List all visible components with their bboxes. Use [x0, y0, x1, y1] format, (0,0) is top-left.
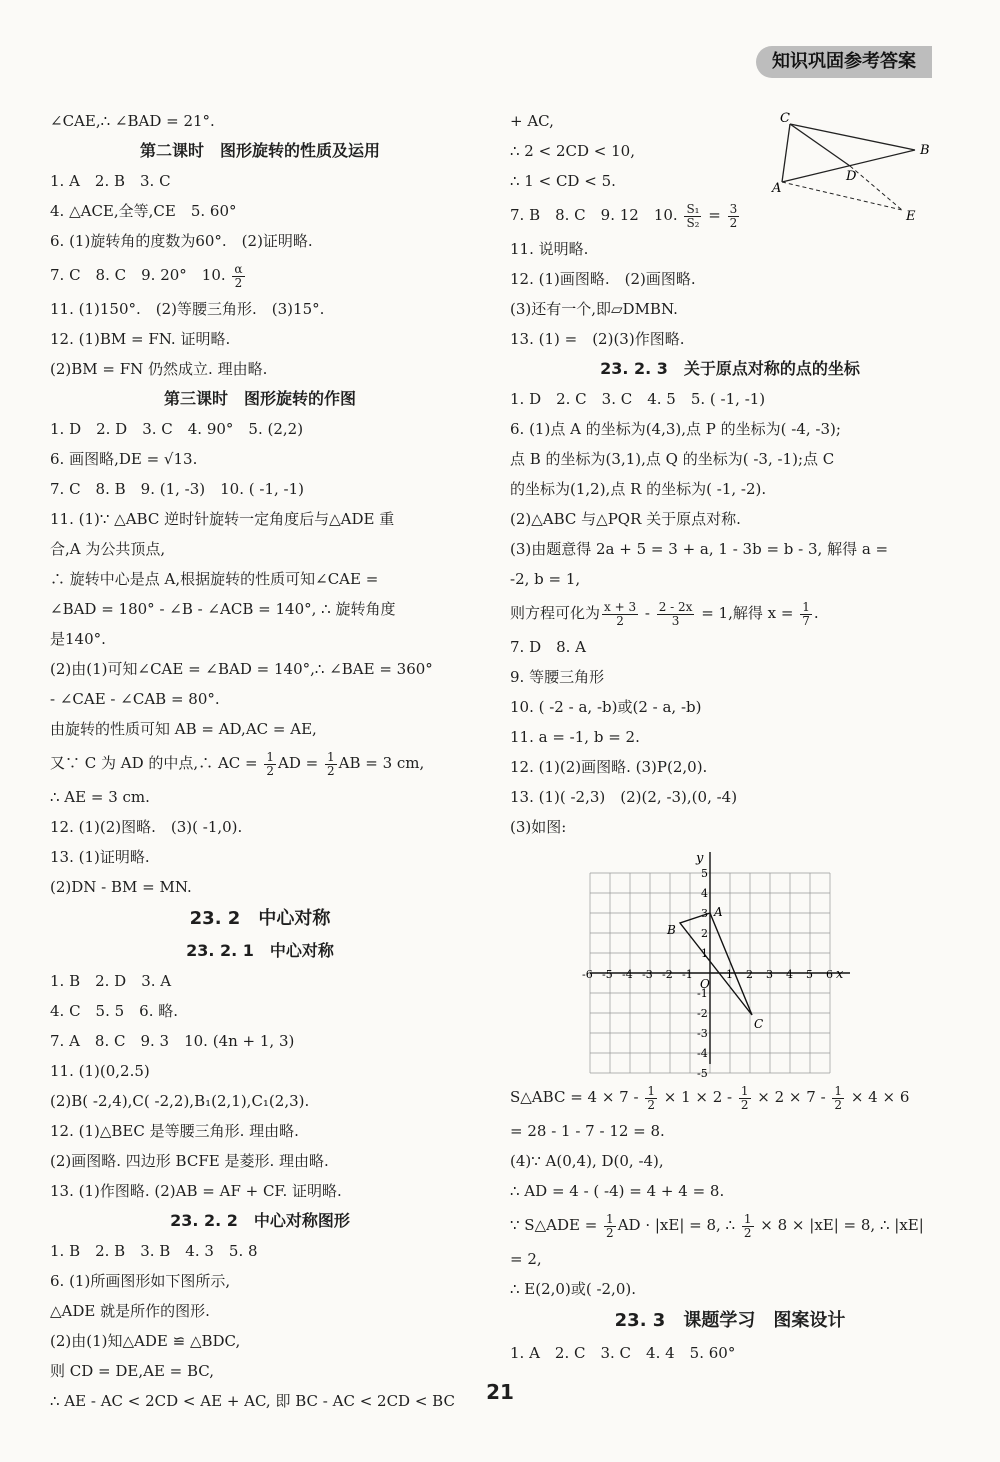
- answer-line: [510, 1206, 950, 1244]
- lesson-heading: 第二课时 图形旋转的性质及运用: [139, 141, 380, 160]
- y-tick-label: -1: [697, 987, 708, 1000]
- answer-line: 13. (1)证明略.: [50, 848, 150, 866]
- answer-text: = 1,解得 x =: [696, 604, 799, 622]
- fraction-denominator: S₂: [686, 215, 700, 230]
- answer-text: .: [813, 604, 819, 622]
- answer-line: (2)B( -2,4),C( -2,2),B₁(2,1),C₁(2,3).: [50, 1092, 310, 1110]
- answer-line: - ∠CAE - ∠CAB = 80°.: [50, 690, 220, 708]
- answer-line: 4. C 5. 5 6. 略.: [50, 1002, 179, 1020]
- fraction: [832, 1085, 844, 1112]
- answer-line: 12. (1)△BEC 是等腰三角形. 理由略.: [50, 1122, 299, 1140]
- answer-line: 1. B 2. B 3. B 4. 3 5. 8: [50, 1242, 258, 1260]
- answer-line: + AC,: [510, 112, 554, 130]
- fraction-denominator: 2: [729, 215, 738, 230]
- fraction-denominator: 2: [647, 1097, 655, 1112]
- x-tick-label: -4: [622, 968, 633, 981]
- answer-line: = 28 - 1 - 7 - 12 = 8.: [510, 1122, 665, 1140]
- answer-line: 12. (1)画图略. (2)画图略.: [510, 270, 696, 288]
- fraction-numerator: 1: [740, 1083, 749, 1098]
- answer-text: =: [703, 206, 726, 224]
- answer-line: 的坐标为(1,2),点 R 的坐标为( -1, -2).: [510, 480, 767, 498]
- y-tick-label: 1: [701, 947, 708, 960]
- answer-line: 1. D 2. D 3. C 4. 90° 5. (2,2): [50, 420, 304, 438]
- vertex-label: C: [780, 111, 790, 126]
- answer-line: 13. (1) = (2)(3)作图略.: [510, 330, 685, 348]
- answer-line: 6. (1)所画图形如下图所示,: [50, 1272, 231, 1290]
- section-heading: 23. 3 课题学习 图案设计: [614, 1310, 846, 1331]
- subsection-heading: 23. 2. 3 关于原点对称的点的坐标: [600, 359, 860, 378]
- answer-line: (2)DN - BM = MN.: [50, 878, 192, 896]
- page-number: 21: [486, 1380, 514, 1404]
- answer-line: 13. (1)( -2,3) (2)(2, -3),(0, -4): [510, 788, 738, 806]
- y-tick-label: -3: [697, 1027, 708, 1040]
- subsection-heading: 23. 2. 1 中心对称: [186, 941, 334, 960]
- answer-text: 7. B 8. C 9. 12 10.: [510, 206, 683, 224]
- fraction: [602, 601, 638, 628]
- answer-line: 10. ( -2 - a, -b)或(2 - a, -b): [510, 698, 702, 716]
- fraction-denominator: 2: [743, 1225, 752, 1240]
- point-label: C: [754, 1017, 764, 1031]
- y-axis-label: y: [696, 851, 704, 866]
- answer-line: ∴ AE = 3 cm.: [50, 788, 150, 806]
- fraction: [800, 601, 812, 628]
- answer-line: ∴ E(2,0)或( -2,0).: [510, 1280, 636, 1298]
- fraction: [325, 751, 337, 778]
- answer-line: ∴ 2 < 2CD < 10,: [510, 142, 635, 160]
- fraction-denominator: 2: [740, 1097, 749, 1112]
- y-tick-label: -4: [697, 1047, 708, 1060]
- answer-line: [50, 744, 470, 782]
- fraction: [232, 263, 244, 290]
- fraction-numerator: x + 3: [604, 599, 637, 614]
- answer-line: (2)由(1)知△ADE ≌ △BDC,: [50, 1332, 241, 1350]
- segment-de: [850, 166, 902, 210]
- fraction-numerator: 1: [266, 749, 274, 764]
- fraction-denominator: 7: [802, 613, 810, 628]
- y-tick-label: 4: [701, 887, 708, 900]
- answer-line: 11. a = -1, b = 2.: [510, 728, 640, 746]
- fraction-numerator: 3: [729, 201, 738, 216]
- fraction-numerator: 1: [606, 1211, 614, 1226]
- lesson-heading: 第三课时 图形旋转的作图: [163, 389, 356, 408]
- answer-line: -2, b = 1,: [510, 570, 581, 588]
- x-tick-label: -2: [662, 968, 673, 981]
- answer-line: (2)BM = FN 仍然成立. 理由略.: [50, 360, 268, 378]
- vertex-label: A: [772, 181, 782, 196]
- answer-line: (4)∵ A(0,4), D(0, -4),: [510, 1152, 664, 1170]
- answer-line: ∠BAD = 180° - ∠B - ∠ACB = 140°, ∴ 旋转角度: [50, 600, 396, 618]
- y-tick-label: 5: [701, 867, 708, 880]
- answer-line: = 2,: [510, 1250, 542, 1268]
- left-column: [50, 106, 470, 1416]
- fraction: [739, 1085, 751, 1112]
- fraction-numerator: 1: [647, 1083, 655, 1098]
- x-tick-label: -5: [602, 968, 613, 981]
- fraction-numerator: 2 - 2x: [658, 599, 693, 614]
- origin-label: O: [700, 977, 710, 991]
- answer-line: 4. △ACE,全等,CE 5. 60°: [50, 202, 237, 220]
- answer-line: (3)由题意得 2a + 5 = 3 + a, 1 - 3b = b - 3, 解得 a =: [510, 540, 889, 558]
- answer-line: 11. (1)(0,2.5): [50, 1062, 150, 1080]
- fraction: [264, 751, 276, 778]
- answer-text: S△ABC = 4 × 7 -: [510, 1088, 644, 1106]
- answer-line: 1. B 2. D 3. A: [50, 972, 172, 990]
- answer-line: ∴ AD = 4 - ( -4) = 4 + 4 = 8.: [510, 1182, 725, 1200]
- answer-line: ∴ 1 < CD < 5.: [510, 172, 616, 190]
- answer-line: 11. (1)150°. (2)等腰三角形. (3)15°.: [50, 300, 325, 318]
- fraction-numerator: 1: [802, 599, 810, 614]
- answer-line: (2)由(1)可知∠CAE = ∠BAD = 140°,∴ ∠BAE = 360°: [50, 660, 433, 678]
- answer-text: ∵ S△ADE =: [510, 1216, 603, 1234]
- x-axis-label: x: [836, 967, 844, 982]
- segment-ae: [782, 182, 902, 210]
- answer-line: 1. D 2. C 3. C 4. 5 5. ( -1, -1): [510, 390, 766, 408]
- x-tick-label: 1: [726, 968, 733, 981]
- triangle-abc: [680, 913, 752, 1015]
- x-tick-label: 2: [746, 968, 753, 981]
- answer-line: [510, 594, 950, 632]
- fraction-numerator: α: [234, 261, 243, 276]
- answer-text: × 1 × 2 -: [658, 1088, 737, 1106]
- vertex-label: D: [846, 169, 857, 184]
- answer-text: × 4 × 6: [846, 1088, 910, 1106]
- answer-text: AB = 3 cm,: [338, 754, 425, 772]
- x-tick-label: 3: [766, 968, 773, 981]
- answer-line: 6. 画图略,DE = √13.: [50, 450, 198, 468]
- point-label: A: [714, 905, 723, 919]
- fraction-numerator: 1: [743, 1211, 752, 1226]
- fraction-numerator: 1: [834, 1083, 843, 1098]
- x-tick-label: 4: [786, 968, 793, 981]
- answer-line: [510, 1078, 950, 1116]
- answer-line: 1. A 2. C 3. C 4. 4 5. 60°: [510, 1344, 736, 1362]
- fraction-numerator: 1: [326, 749, 335, 764]
- fraction: [604, 1213, 616, 1240]
- x-tick-label: 5: [806, 968, 813, 981]
- fraction-numerator: S₁: [686, 201, 700, 216]
- answer-text: AD =: [278, 754, 323, 772]
- answer-line: ∴ AE - AC < 2CD < AE + AC, 即 BC - AC < 2CD < BC: [50, 1392, 455, 1410]
- answer-line: 1. A 2. B 3. C: [50, 172, 171, 190]
- fraction-denominator: 3: [671, 613, 680, 628]
- fraction-denominator: 2: [834, 1097, 843, 1112]
- segment-ca: [782, 124, 790, 182]
- fraction-denominator: 2: [616, 613, 624, 628]
- y-tick-label: 3: [701, 907, 708, 920]
- fraction: [684, 203, 701, 230]
- subsection-heading: 23. 2. 2 中心对称图形: [170, 1211, 350, 1230]
- answer-line: (2)画图略. 四边形 BCFE 是菱形. 理由略.: [50, 1152, 329, 1170]
- answer-line: (3)还有一个,即▱DMBN.: [510, 300, 678, 318]
- y-tick-label: -5: [697, 1067, 708, 1080]
- fraction: [657, 601, 695, 628]
- answer-line: 7. D 8. A: [510, 638, 587, 656]
- answer-text: 又∵ C 为 AD 的中点,∴ AC =: [50, 754, 263, 772]
- answer-line: △ADE 就是所作的图形.: [50, 1302, 210, 1320]
- x-tick-label: -6: [582, 968, 593, 981]
- answer-line: 13. (1)作图略. (2)AB = AF + CF. 证明略.: [50, 1182, 342, 1200]
- answer-line: 7. C 8. B 9. (1, -3) 10. ( -1, -1): [50, 480, 304, 498]
- section-heading: 23. 2 中心对称: [189, 908, 331, 929]
- point-label: B: [667, 923, 676, 937]
- answer-line: 6. (1)点 A 的坐标为(4,3),点 P 的坐标为( -4, -3);: [510, 420, 841, 438]
- answer-line: 点 B 的坐标为(3,1),点 Q 的坐标为( -3, -1);点 C: [510, 450, 835, 468]
- vertex-label: B: [920, 143, 930, 158]
- vertex-label: E: [906, 209, 916, 224]
- answer-line: 11. 说明略.: [510, 240, 589, 258]
- answer-line: [50, 256, 470, 294]
- answer-line: 12. (1)(2)图略. (3)( -1,0).: [50, 818, 243, 836]
- answer-line: ∴ 旋转中心是点 A,根据旋转的性质可知∠CAE =: [50, 570, 379, 588]
- answer-line: ∠CAE,∴ ∠BAD = 21°.: [50, 112, 215, 130]
- section-header-tab: 知识巩固参考答案: [756, 46, 932, 78]
- answer-line: 9. 等腰三角形: [510, 668, 605, 686]
- answer-line: 则 CD = DE,AE = BC,: [50, 1362, 215, 1380]
- answer-text: 则方程可化为: [510, 604, 601, 622]
- answer-line: (2)△ABC 与△PQR 关于原点对称.: [510, 510, 741, 528]
- answer-line: 6. (1)旋转角的度数为60°. (2)证明略.: [50, 232, 313, 250]
- triangle-figure: [770, 106, 940, 226]
- answer-line: 11. (1)∵ △ABC 逆时针旋转一定角度后与△ADE 重: [50, 510, 395, 528]
- answer-line: 12. (1)BM = FN. 证明略.: [50, 330, 231, 348]
- fraction-denominator: 2: [234, 275, 243, 290]
- fraction: [645, 1085, 657, 1112]
- x-tick-label: -3: [642, 968, 653, 981]
- answer-line: (3)如图:: [510, 818, 567, 836]
- y-tick-label: 2: [701, 927, 708, 940]
- answer-line: 是140°.: [50, 630, 106, 648]
- x-tick-label: -1: [682, 968, 693, 981]
- fraction: [728, 203, 740, 230]
- answer-text: -: [640, 604, 655, 622]
- x-tick-label: 6: [826, 968, 833, 981]
- fraction-denominator: 2: [266, 763, 274, 778]
- right-column: [510, 106, 950, 1368]
- answer-text: AD · |xE| = 8, ∴: [617, 1216, 740, 1234]
- y-tick-label: -2: [697, 1007, 708, 1020]
- answer-line: 由旋转的性质可知 AB = AD,AC = AE,: [50, 720, 317, 738]
- answer-line: 12. (1)(2)画图略. (3)P(2,0).: [510, 758, 708, 776]
- answer-text: × 2 × 7 -: [752, 1088, 831, 1106]
- answer-line: 合,A 为公共顶点,: [50, 540, 166, 558]
- fraction-denominator: 2: [606, 1225, 614, 1240]
- fraction-denominator: 2: [326, 763, 335, 778]
- answer-text: 7. C 8. C 9. 20° 10.: [50, 266, 231, 284]
- answer-line: 7. A 8. C 9. 3 10. (4n + 1, 3): [50, 1032, 295, 1050]
- coordinate-grid-figure: [560, 840, 860, 1080]
- answer-text: × 8 × |xE| = 8, ∴ |xE|: [755, 1216, 924, 1234]
- fraction: [742, 1213, 754, 1240]
